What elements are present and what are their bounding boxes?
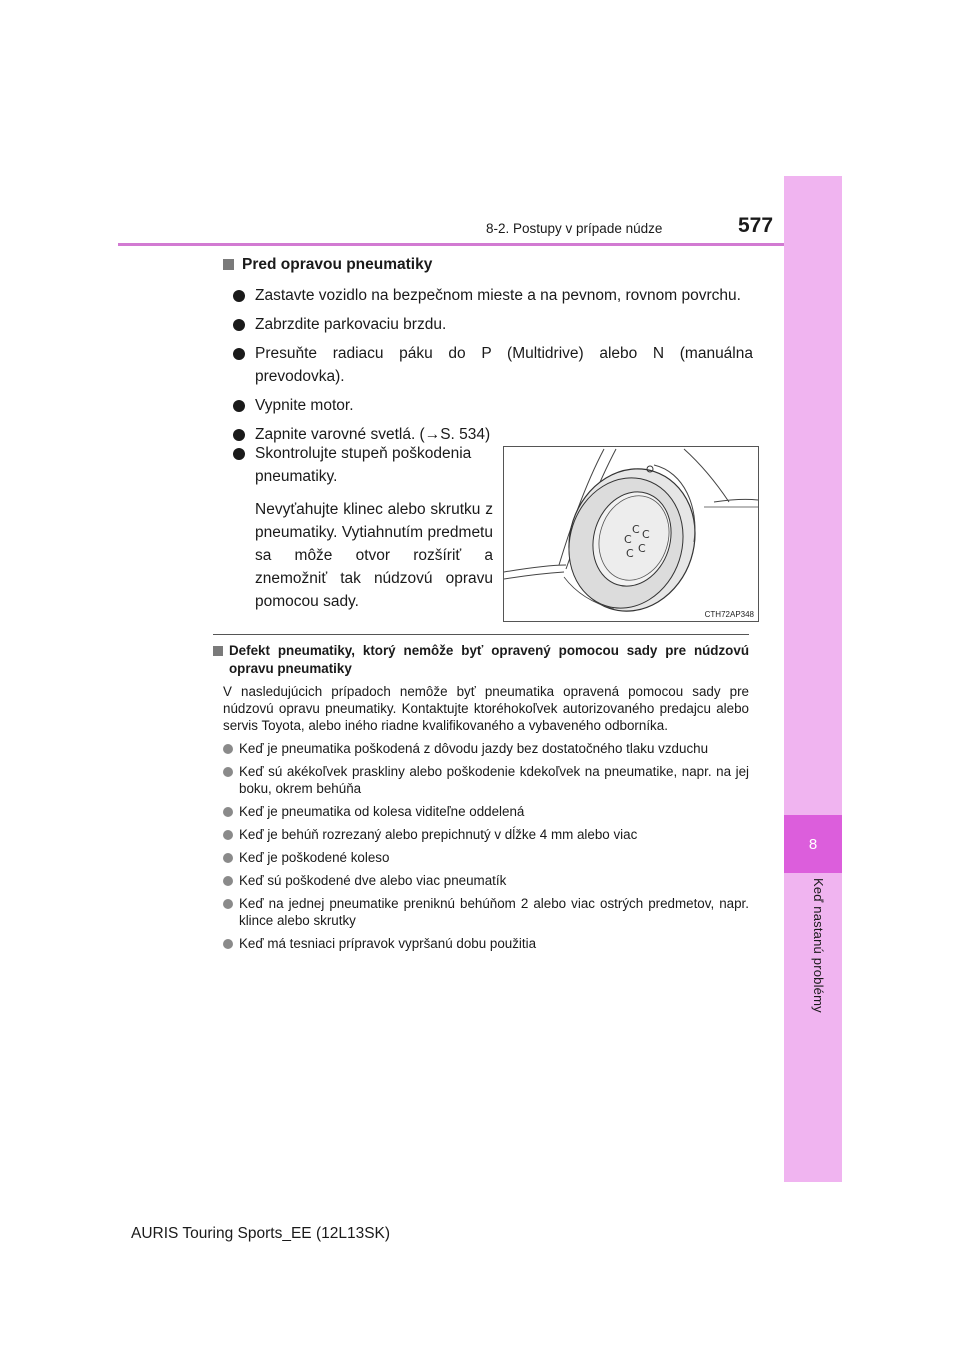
header-rule	[118, 243, 784, 246]
chapter-number: 8	[808, 835, 818, 853]
list-item	[233, 442, 493, 488]
page-number: 577	[738, 214, 774, 237]
tire-illustration	[503, 446, 759, 622]
section-title: 8-2. Postupy v prípade núdze	[486, 221, 663, 236]
list-item-text: Zastavte vozidlo na bezpečnom mieste a na pevnom, rovnom povrchu.	[255, 287, 741, 304]
svg-text:C: C	[638, 542, 646, 555]
footer-model: AURIS Touring Sports_EE (12L13SK)	[131, 1225, 391, 1242]
bullet-dot-icon	[233, 348, 245, 360]
bullet-dot-icon	[223, 876, 233, 886]
chapter-title: Keď nastanú problémy	[811, 878, 826, 1013]
heading-text: Pred opravou pneumatiky	[242, 256, 433, 273]
bullet-dot-icon	[223, 807, 233, 817]
note-section	[213, 642, 749, 952]
note-heading-text: Defekt pneumatiky, ktorý nemôže byť opravený pomocou sady pre núdzovú opravu pneumatiky	[229, 643, 749, 676]
bullet-dot-icon	[223, 767, 233, 777]
note-list-item	[223, 935, 749, 952]
note-list-item	[223, 763, 749, 797]
bullet-dot-icon	[233, 319, 245, 331]
bullet-dot-icon	[223, 939, 233, 949]
list-item	[233, 313, 753, 336]
note-intro: V nasledujúcich prípadoch nemôže byť pneumatika opravená pomocou sady pre núdzovú opravu pneumatiky. Kontaktujte ktoréhokoľvek autorizovaného predajcu alebo servis Toyota, alebo iného riadne kvalifikovaného a vybaveného odborníka.	[223, 684, 749, 733]
note-list-item	[223, 826, 749, 843]
list-item-text: Zapnite varovné svetlá. (→S. 534)	[255, 426, 491, 443]
square-bullet-icon	[213, 646, 223, 656]
svg-text:C: C	[642, 528, 650, 541]
note-item-text: Keď je pneumatika od kolesa viditeľne oddelená	[239, 804, 525, 819]
bullet-dot-icon	[223, 853, 233, 863]
note-item-text: Keď sú akékoľvek praskliny alebo poškodenie kdekoľvek na pneumatike, napr. na jej boku, okrem behúňa	[239, 764, 749, 796]
inspect-note: Nevyťahujte klinec alebo skrutku z pneumatiky. Vytiahnutím predmetu sa môže otvor rozšíriť a znemožniť tak núdzovú opravu pomocou sady.	[255, 501, 493, 610]
list-item-text: Vypnite motor.	[255, 397, 354, 414]
main-section	[223, 252, 754, 619]
bullet-dot-icon	[233, 448, 245, 460]
bullet-dot-icon	[223, 830, 233, 840]
bullet-dot-icon	[233, 290, 245, 302]
svg-text:C: C	[632, 523, 640, 536]
note-item-text: Keď je poškodené koleso	[239, 850, 390, 865]
note-item-text: Keď na jednej pneumatike preniknú behúňom 2 alebo viac ostrých predmetov, napr. klince alebo skrutky	[239, 896, 749, 928]
section-divider	[213, 634, 749, 635]
note-list-item	[223, 803, 749, 820]
note-list-item	[223, 895, 749, 929]
note-list-item	[223, 740, 749, 757]
bullet-dot-icon	[233, 429, 245, 441]
figure-code: CTH72AP348	[704, 610, 754, 619]
list-item-text: Presuňte radiacu páku do P (Multidrive) alebo N (manuálna prevodovka).	[255, 345, 753, 385]
tire-drawing	[504, 447, 758, 621]
bullet-dot-icon	[223, 899, 233, 909]
section-heading	[223, 252, 753, 278]
svg-text:C: C	[626, 547, 634, 560]
note-item-text: Keď je behúň rozrezaný alebo prepichnutý v dĺžke 4 mm alebo viac	[239, 827, 638, 842]
svg-text:C: C	[624, 533, 632, 546]
list-item-text: Skontrolujte stupeň poškodenia pneumatiky.	[255, 445, 472, 485]
inspect-text-block	[233, 442, 493, 613]
bullet-dot-icon	[223, 744, 233, 754]
list-item-text: Zabrzdite parkovaciu brzdu.	[255, 316, 447, 333]
square-bullet-icon	[223, 259, 234, 270]
note-heading	[213, 642, 749, 678]
note-item-text: Keď sú poškodené dve alebo viac pneumatík	[239, 873, 507, 888]
list-item	[233, 394, 753, 417]
note-item-text: Keď je pneumatika poškodená z dôvodu jazdy bez dostatočného tlaku vzduchu	[239, 741, 709, 756]
note-list-item	[223, 872, 749, 889]
list-item	[233, 284, 753, 307]
note-list-item	[223, 849, 749, 866]
bullet-dot-icon	[233, 400, 245, 412]
note-item-text: Keď má tesniaci prípravok vypršanú dobu použitia	[239, 936, 537, 951]
list-item	[233, 342, 753, 388]
